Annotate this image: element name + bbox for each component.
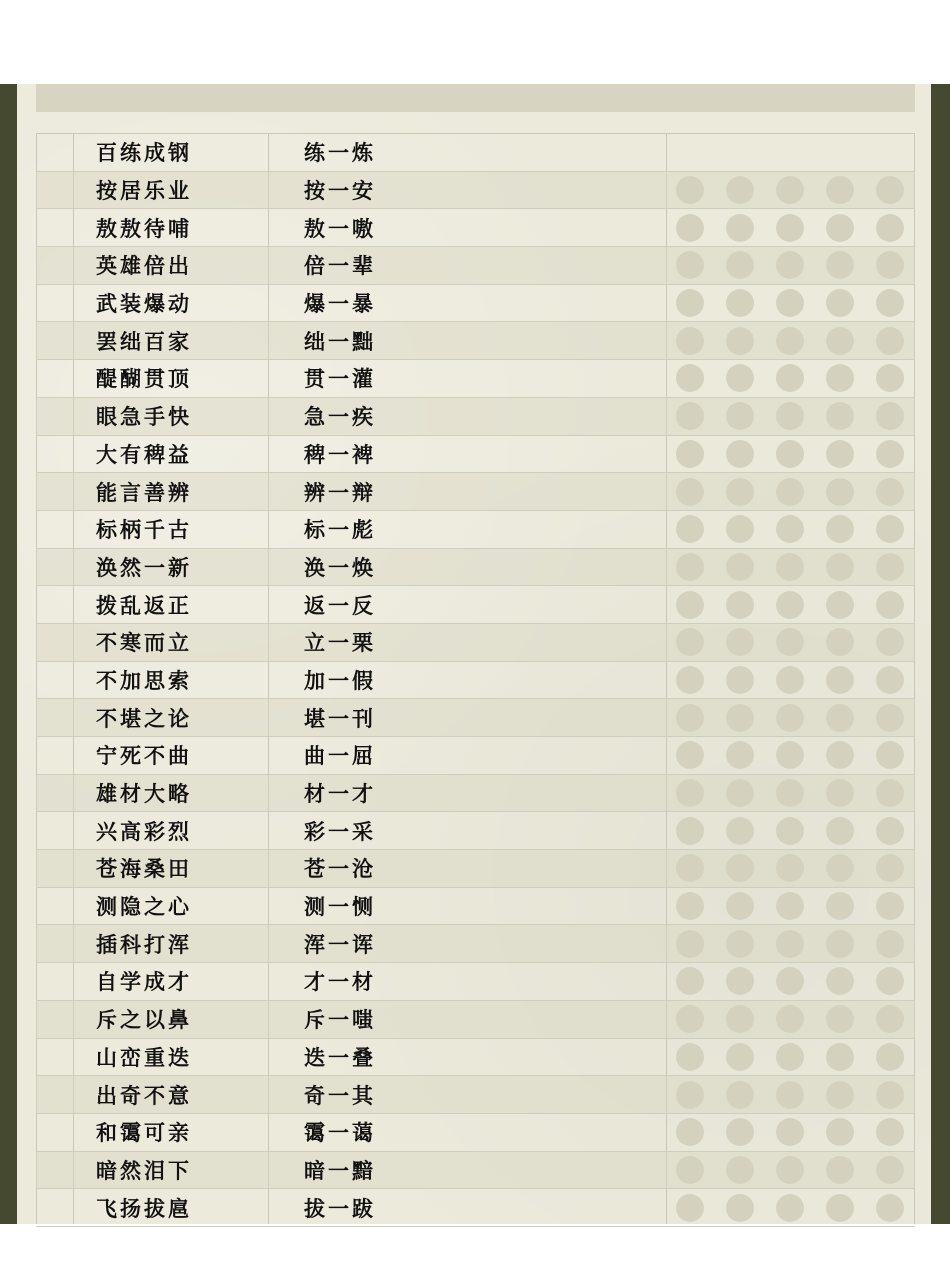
idiom-cell: 山峦重迭 xyxy=(96,1044,192,1070)
table-row xyxy=(36,1152,915,1190)
answer-dot[interactable] xyxy=(776,553,804,581)
answer-dots xyxy=(676,1001,904,1038)
table-row xyxy=(36,586,915,624)
answer-dot[interactable] xyxy=(776,741,804,769)
answer-dot[interactable] xyxy=(776,1043,804,1071)
answer-dot[interactable] xyxy=(826,854,854,882)
answer-dot[interactable] xyxy=(876,364,904,392)
answer-dot[interactable] xyxy=(726,666,754,694)
answer-dots xyxy=(676,1076,904,1113)
idiom-cell: 自学成才 xyxy=(96,969,192,995)
answer-dot[interactable] xyxy=(676,930,704,958)
idiom-cell: 插科打浑 xyxy=(96,931,192,957)
answer-dots xyxy=(676,963,904,1000)
answer-dot[interactable] xyxy=(676,515,704,543)
answer-dot[interactable] xyxy=(676,741,704,769)
answer-dot[interactable] xyxy=(726,553,754,581)
answer-dot[interactable] xyxy=(876,1005,904,1033)
answer-dots xyxy=(676,1189,904,1226)
table-row xyxy=(36,511,915,549)
answer-dot[interactable] xyxy=(676,704,704,732)
answer-dot[interactable] xyxy=(776,364,804,392)
answer-dot[interactable] xyxy=(676,1081,704,1109)
answer-dot[interactable] xyxy=(726,1043,754,1071)
answer-dot[interactable] xyxy=(676,364,704,392)
answer-dot[interactable] xyxy=(776,854,804,882)
answer-dot[interactable] xyxy=(826,440,854,468)
table-row xyxy=(36,172,915,210)
answer-dot[interactable] xyxy=(676,176,704,204)
table-row xyxy=(36,1039,915,1077)
answer-dot[interactable] xyxy=(776,1005,804,1033)
answer-dot[interactable] xyxy=(676,1156,704,1184)
answer-dot[interactable] xyxy=(676,214,704,242)
answer-dot[interactable] xyxy=(676,327,704,355)
page-frame xyxy=(0,84,950,1224)
answer-dot[interactable] xyxy=(726,364,754,392)
idiom-cell: 宁死不曲 xyxy=(96,743,192,769)
answer-dot[interactable] xyxy=(826,666,854,694)
answer-dot[interactable] xyxy=(826,591,854,619)
idiom-cell: 能言善辨 xyxy=(96,479,192,505)
answer-dot[interactable] xyxy=(676,553,704,581)
answer-dot[interactable] xyxy=(876,440,904,468)
table-row xyxy=(36,737,915,775)
correction-cell: 按一安 xyxy=(304,178,376,204)
paper-sheet xyxy=(17,84,931,1224)
correction-cell: 爆一暴 xyxy=(304,291,376,317)
idiom-cell: 英雄倍出 xyxy=(96,253,192,279)
idiom-cell: 测隐之心 xyxy=(96,894,192,920)
answer-dots xyxy=(676,549,904,586)
answer-dot[interactable] xyxy=(676,1194,704,1222)
answer-dot[interactable] xyxy=(726,176,754,204)
table-row xyxy=(36,436,915,474)
answer-dot[interactable] xyxy=(876,553,904,581)
idiom-cell: 眼急手快 xyxy=(96,404,192,430)
answer-dot[interactable] xyxy=(776,440,804,468)
answer-dot[interactable] xyxy=(726,1118,754,1146)
answer-dot[interactable] xyxy=(826,214,854,242)
answer-dot[interactable] xyxy=(876,289,904,317)
idiom-cell: 醍醐贯顶 xyxy=(96,366,192,392)
answer-dot[interactable] xyxy=(826,402,854,430)
idiom-cell: 斥之以鼻 xyxy=(96,1007,192,1033)
correction-cell: 敖一嗷 xyxy=(304,215,376,241)
answer-dot[interactable] xyxy=(826,892,854,920)
answer-dot[interactable] xyxy=(726,214,754,242)
answer-dots xyxy=(676,285,904,322)
answer-dot[interactable] xyxy=(676,440,704,468)
correction-cell: 标一彪 xyxy=(304,517,376,543)
answer-dot[interactable] xyxy=(726,741,754,769)
answer-dot[interactable] xyxy=(776,967,804,995)
correction-cell: 暗一黯 xyxy=(304,1157,376,1183)
table-row xyxy=(36,624,915,662)
answer-dot[interactable] xyxy=(726,440,754,468)
answer-dots xyxy=(676,662,904,699)
answer-dot[interactable] xyxy=(826,176,854,204)
answer-dot[interactable] xyxy=(876,892,904,920)
table-row xyxy=(36,925,915,963)
correction-cell: 曲一屈 xyxy=(304,743,376,769)
idiom-cell: 不堪之论 xyxy=(96,705,192,731)
answer-dot[interactable] xyxy=(876,741,904,769)
answer-dot[interactable] xyxy=(726,967,754,995)
table-row xyxy=(36,322,915,360)
answer-dot[interactable] xyxy=(826,779,854,807)
header-band xyxy=(36,84,915,112)
answer-dot[interactable] xyxy=(826,364,854,392)
correction-cell: 测一恻 xyxy=(304,894,376,920)
answer-dot[interactable] xyxy=(876,1194,904,1222)
table-row xyxy=(36,549,915,587)
answer-dot[interactable] xyxy=(876,1081,904,1109)
answer-dot[interactable] xyxy=(726,817,754,845)
answer-dots xyxy=(676,209,904,246)
answer-dots xyxy=(676,322,904,359)
answer-dot[interactable] xyxy=(876,515,904,543)
answer-dot[interactable] xyxy=(776,214,804,242)
answer-dot[interactable] xyxy=(726,930,754,958)
answer-dot[interactable] xyxy=(826,1118,854,1146)
table-row xyxy=(36,1189,915,1227)
answer-dot[interactable] xyxy=(826,553,854,581)
correction-cell: 涣一焕 xyxy=(304,554,376,580)
answer-dots xyxy=(676,1039,904,1076)
answer-dot[interactable] xyxy=(826,515,854,543)
idiom-cell: 出奇不意 xyxy=(96,1082,192,1108)
idiom-cell: 飞扬拔扈 xyxy=(96,1195,192,1221)
answer-dots xyxy=(676,473,904,510)
table-row xyxy=(36,285,915,323)
answer-dots xyxy=(676,360,904,397)
answer-dot[interactable] xyxy=(826,1156,854,1184)
answer-dots xyxy=(676,586,904,623)
answer-dot[interactable] xyxy=(876,666,904,694)
table-row xyxy=(36,134,915,172)
answer-dot[interactable] xyxy=(776,327,804,355)
answer-dot[interactable] xyxy=(726,1156,754,1184)
answer-dot[interactable] xyxy=(726,1194,754,1222)
answer-dot[interactable] xyxy=(826,628,854,656)
correction-cell: 倍一辈 xyxy=(304,253,376,279)
answer-dot[interactable] xyxy=(826,741,854,769)
answer-dot[interactable] xyxy=(876,591,904,619)
answer-dot[interactable] xyxy=(676,854,704,882)
idiom-cell: 雄材大略 xyxy=(96,781,192,807)
answer-dot[interactable] xyxy=(726,854,754,882)
answer-dot[interactable] xyxy=(776,515,804,543)
idiom-cell: 敖敖待哺 xyxy=(96,215,192,241)
answer-dot[interactable] xyxy=(876,1043,904,1071)
table-row xyxy=(36,1114,915,1152)
answer-dot[interactable] xyxy=(876,402,904,430)
answer-dot[interactable] xyxy=(826,251,854,279)
table-row xyxy=(36,247,915,285)
idiom-cell: 罢绌百家 xyxy=(96,328,192,354)
answer-dot[interactable] xyxy=(726,327,754,355)
idiom-cell: 苍海桑田 xyxy=(96,856,192,882)
answer-dot[interactable] xyxy=(726,289,754,317)
answer-dot[interactable] xyxy=(676,892,704,920)
answer-dots xyxy=(676,247,904,284)
answer-dot[interactable] xyxy=(676,1005,704,1033)
correction-cell: 急一疾 xyxy=(304,404,376,430)
answer-dot[interactable] xyxy=(726,779,754,807)
answer-dots xyxy=(676,775,904,812)
answer-dot[interactable] xyxy=(726,515,754,543)
answer-dot[interactable] xyxy=(776,666,804,694)
answer-dots xyxy=(676,850,904,887)
table-row xyxy=(36,812,915,850)
answer-dot[interactable] xyxy=(876,1118,904,1146)
idiom-cell: 涣然一新 xyxy=(96,554,192,580)
correction-cell: 彩一采 xyxy=(304,818,376,844)
answer-dot[interactable] xyxy=(776,628,804,656)
correction-cell: 加一假 xyxy=(304,667,376,693)
correction-cell: 绌一黜 xyxy=(304,328,376,354)
table-row xyxy=(36,209,915,247)
answer-dot[interactable] xyxy=(776,251,804,279)
correction-cell: 苍一沧 xyxy=(304,856,376,882)
correction-cell: 返一反 xyxy=(304,592,376,618)
correction-cell: 迭一叠 xyxy=(304,1044,376,1070)
answer-dot[interactable] xyxy=(726,892,754,920)
correction-cell: 才一材 xyxy=(304,969,376,995)
answer-dot[interactable] xyxy=(876,854,904,882)
correction-cell: 立一栗 xyxy=(304,630,376,656)
idiom-cell: 和霭可亲 xyxy=(96,1120,192,1146)
answer-dot[interactable] xyxy=(826,1043,854,1071)
answer-dot[interactable] xyxy=(676,1118,704,1146)
answer-dots xyxy=(676,812,904,849)
answer-dot[interactable] xyxy=(826,1005,854,1033)
answer-dot[interactable] xyxy=(776,1156,804,1184)
answer-dot[interactable] xyxy=(876,817,904,845)
answer-dot[interactable] xyxy=(726,402,754,430)
answer-dots xyxy=(676,1114,904,1151)
table-row xyxy=(36,775,915,813)
answer-dot[interactable] xyxy=(676,817,704,845)
correction-cell: 堪一刊 xyxy=(304,705,376,731)
answer-dot[interactable] xyxy=(676,967,704,995)
answer-dots xyxy=(676,511,904,548)
idiom-cell: 大有稗益 xyxy=(96,441,192,467)
table-row xyxy=(36,1076,915,1114)
answer-dot[interactable] xyxy=(776,289,804,317)
answer-dot[interactable] xyxy=(826,1194,854,1222)
answer-dot[interactable] xyxy=(826,930,854,958)
idiom-cell: 标柄千古 xyxy=(96,517,192,543)
idiom-cell: 百练成钢 xyxy=(96,140,192,166)
answer-dot[interactable] xyxy=(676,628,704,656)
answer-dot[interactable] xyxy=(676,478,704,506)
answer-dot[interactable] xyxy=(776,402,804,430)
answer-dot[interactable] xyxy=(776,779,804,807)
answer-dot[interactable] xyxy=(676,289,704,317)
answer-dot[interactable] xyxy=(826,478,854,506)
idiom-correction-table xyxy=(36,133,915,1227)
answer-dot[interactable] xyxy=(676,402,704,430)
table-row xyxy=(36,850,915,888)
answer-dot[interactable] xyxy=(726,1081,754,1109)
correction-cell: 辨一辩 xyxy=(304,479,376,505)
answer-dot[interactable] xyxy=(776,930,804,958)
answer-dot[interactable] xyxy=(726,1005,754,1033)
answer-dot[interactable] xyxy=(776,817,804,845)
answer-dots xyxy=(676,398,904,435)
correction-cell: 贯一灌 xyxy=(304,366,376,392)
answer-dot[interactable] xyxy=(726,478,754,506)
answer-dot[interactable] xyxy=(676,251,704,279)
table-row xyxy=(36,963,915,1001)
table-row xyxy=(36,360,915,398)
answer-dot[interactable] xyxy=(676,666,704,694)
answer-dot[interactable] xyxy=(876,930,904,958)
correction-cell: 斥一嗤 xyxy=(304,1007,376,1033)
answer-dot[interactable] xyxy=(826,704,854,732)
table-row xyxy=(36,888,915,926)
correction-cell: 拔一跋 xyxy=(304,1195,376,1221)
answer-dot[interactable] xyxy=(826,1081,854,1109)
answer-dot[interactable] xyxy=(876,251,904,279)
answer-dot[interactable] xyxy=(726,704,754,732)
correction-cell: 奇一其 xyxy=(304,1082,376,1108)
answer-dot[interactable] xyxy=(776,1118,804,1146)
answer-dot[interactable] xyxy=(826,289,854,317)
answer-dots xyxy=(676,699,904,736)
idiom-cell: 武装爆动 xyxy=(96,291,192,317)
answer-dots xyxy=(676,737,904,774)
answer-dot[interactable] xyxy=(726,251,754,279)
answer-dot[interactable] xyxy=(876,1156,904,1184)
answer-dot[interactable] xyxy=(676,779,704,807)
answer-dot[interactable] xyxy=(676,591,704,619)
answer-dots xyxy=(676,888,904,925)
correction-cell: 练一炼 xyxy=(304,140,376,166)
answer-dots xyxy=(676,925,904,962)
answer-dot[interactable] xyxy=(776,704,804,732)
table-row xyxy=(36,473,915,511)
table-row xyxy=(36,699,915,737)
idiom-cell: 不寒而立 xyxy=(96,630,192,656)
answer-dot[interactable] xyxy=(676,1043,704,1071)
answer-dots xyxy=(676,436,904,473)
idiom-cell: 暗然泪下 xyxy=(96,1157,192,1183)
answer-dot[interactable] xyxy=(776,1081,804,1109)
idiom-cell: 按居乐业 xyxy=(96,178,192,204)
answer-dot[interactable] xyxy=(876,779,904,807)
answer-dot[interactable] xyxy=(876,176,904,204)
idiom-cell: 拨乱返正 xyxy=(96,592,192,618)
answer-dots xyxy=(676,1152,904,1189)
answer-dot[interactable] xyxy=(776,591,804,619)
correction-cell: 材一才 xyxy=(304,781,376,807)
answer-dot[interactable] xyxy=(826,327,854,355)
answer-dot[interactable] xyxy=(876,214,904,242)
answer-dot[interactable] xyxy=(876,327,904,355)
table-row xyxy=(36,662,915,700)
answer-dot[interactable] xyxy=(826,967,854,995)
answer-dot[interactable] xyxy=(876,704,904,732)
answer-dot[interactable] xyxy=(826,817,854,845)
correction-cell: 浑一诨 xyxy=(304,931,376,957)
answer-dot[interactable] xyxy=(776,892,804,920)
idiom-cell: 兴高彩烈 xyxy=(96,818,192,844)
answer-dots xyxy=(676,172,904,209)
answer-dot[interactable] xyxy=(776,478,804,506)
idiom-cell: 不加思索 xyxy=(96,667,192,693)
table-row xyxy=(36,398,915,436)
answer-dots xyxy=(676,624,904,661)
answer-dot[interactable] xyxy=(726,591,754,619)
correction-cell: 稗一裨 xyxy=(304,441,376,467)
table-row xyxy=(36,1001,915,1039)
answer-dot[interactable] xyxy=(876,478,904,506)
answer-dot[interactable] xyxy=(876,967,904,995)
answer-dot[interactable] xyxy=(776,1194,804,1222)
answer-dot[interactable] xyxy=(876,628,904,656)
answer-dot[interactable] xyxy=(776,176,804,204)
correction-cell: 霭一蔼 xyxy=(304,1120,376,1146)
answer-dot[interactable] xyxy=(726,628,754,656)
